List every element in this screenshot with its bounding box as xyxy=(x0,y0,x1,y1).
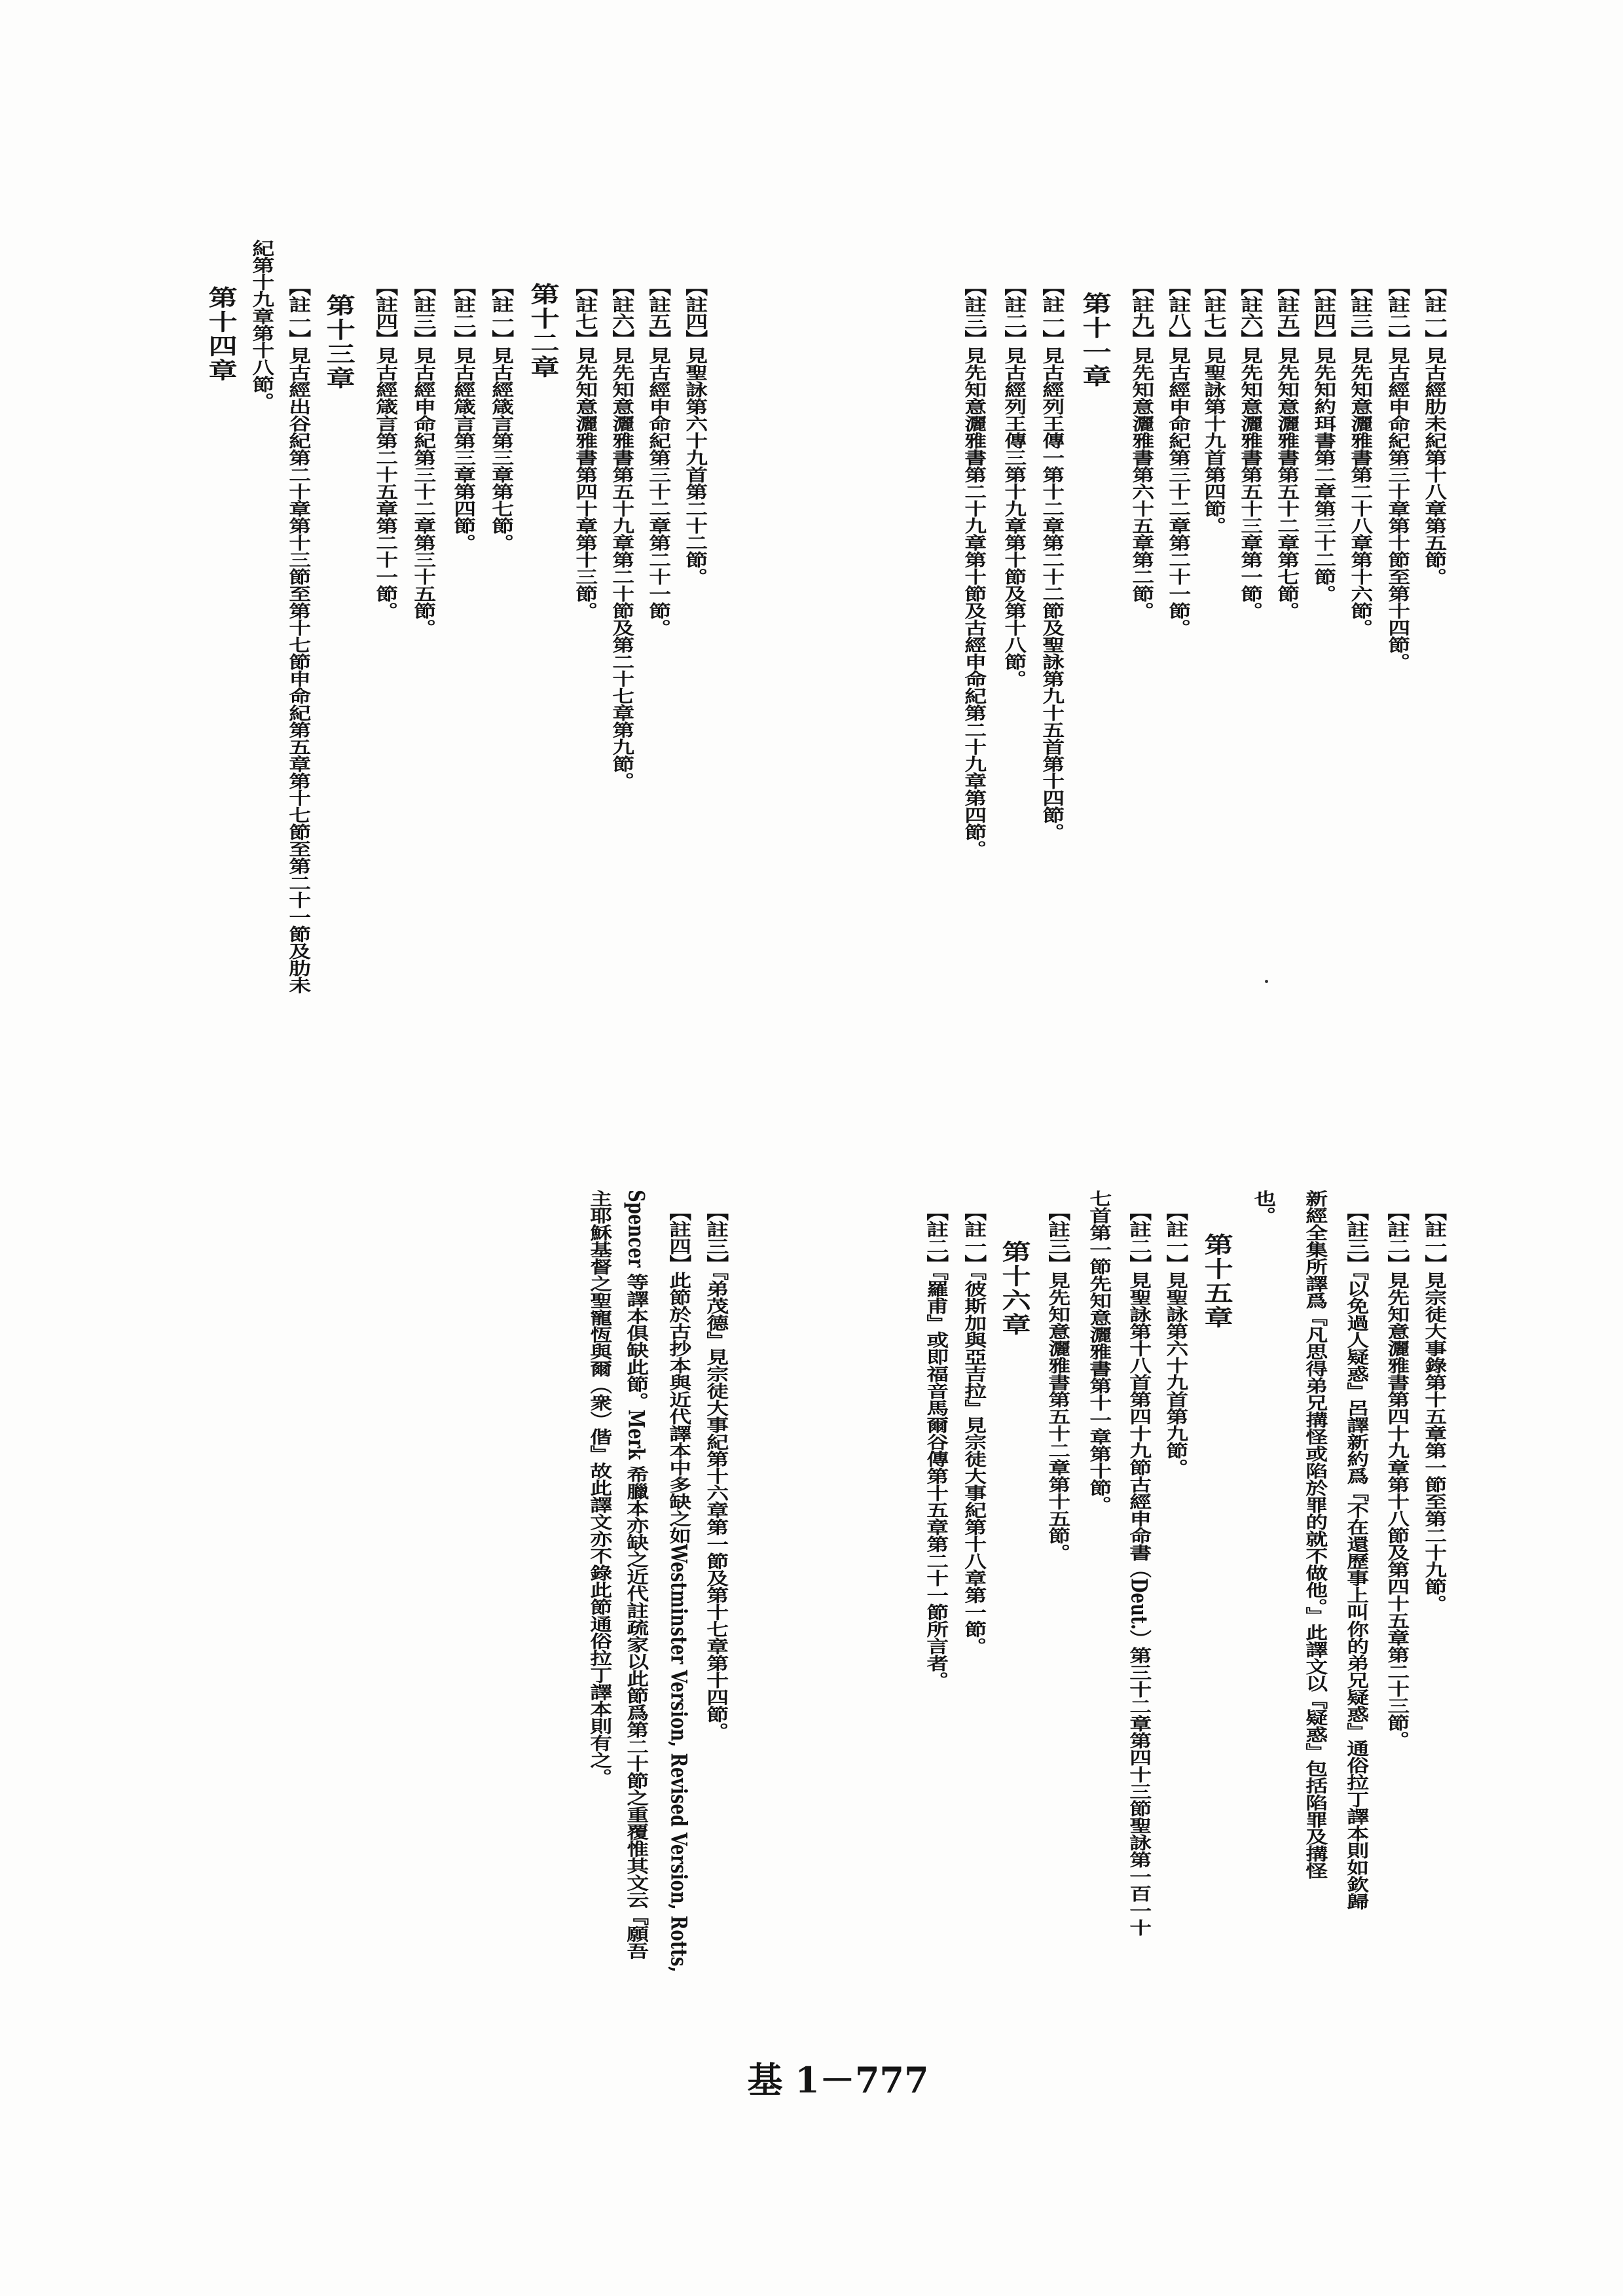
footnote-continuation: 紀第十九章第十八節。 xyxy=(248,240,274,410)
footnote-column: 【註九】見先知意灑雅書第六十五章第二節。 xyxy=(1128,279,1154,619)
print-speck xyxy=(1265,980,1268,983)
footnote-column: 【註三】見先知意灑雅書第二十八章第十六節。 xyxy=(1347,279,1373,636)
chapter-heading: 第十六章 xyxy=(996,1240,1030,1337)
footnote-column: 【註一】見古經肋未紀第十八章第五節。 xyxy=(1421,279,1447,585)
footnote-column: 【註一】見聖詠第六十九首第九節。 xyxy=(1162,1204,1188,1476)
footnote-column: 【註二】見聖詠第十八首第四十九節古經申命書（Deut.）第三十二章第四十三節聖詠第一百一十 xyxy=(1125,1204,1152,1937)
chapter-heading: 第十二章 xyxy=(525,283,559,380)
footnote-column: 【註一】見古經出谷紀第二十章第十三節至第十七節申命紀第五章第十七節至第二十一節及肋未 xyxy=(285,279,311,994)
footnote-column: 【註四】此節於古抄本與近代譯本中多缺之如Westminster Version, Revised Version, Rotts, xyxy=(665,1204,691,1973)
footnote-continuation: Spencer 等譯本俱缺此節。Merk 希臘本亦缺之近代註疏家以此節爲第二十節之重覆惟其文云『願吾 xyxy=(623,1190,649,1960)
footnote-column: 【註四】見聖詠第六十九首第二十二節。 xyxy=(682,279,708,585)
footnote-column: 【註一】見宗徒大事錄第十五章第一節至第二十九節。 xyxy=(1421,1204,1447,1612)
footnote-column: 【註一】『彼斯加與亞吉拉』見宗徒大事紀第十八章第一節。 xyxy=(960,1204,987,1655)
footnote-continuation: 也。 xyxy=(1250,1190,1276,1224)
footnote-column: 【註三】『弟茂德』見宗徒大事紀第十六章第一節及第十七章第十四節。 xyxy=(702,1204,729,1740)
footnote-column: 【註一】見古經列王傳一第十二章第二十二節及聖詠第九十五首第十四節。 xyxy=(1038,279,1065,840)
footnote-column: 【註三】見先知意灑雅書第五十二章第十五節。 xyxy=(1044,1204,1070,1561)
chapter-heading: 第十五章 xyxy=(1199,1233,1233,1330)
footnote-column: 【註三】『以免過人疑惑』呂譯新約爲『不在還歷事上叫你的弟兄疑惑』通俗拉丁譯本則如欽歸 xyxy=(1343,1204,1369,1910)
footnote-continuation: 主耶穌基督之聖寵恆與爾（衆）偕』故此譯文亦不錄此節通俗拉丁譯本則有之。 xyxy=(586,1190,612,1785)
footnote-column: 【註六】見先知意灑雅書第五十三章第一節。 xyxy=(1237,279,1263,619)
footnote-column: 【註二】『羅甫』或即福音馬爾谷傳第十五章第二十一節所言者。 xyxy=(922,1204,949,1689)
footnote-column: 【註五】見先知意灑雅書第五十二章第七節。 xyxy=(1273,279,1300,619)
footnote-column: 【註二】見先知意灑雅書第四十九章第十八節及第四十五章第二十三節。 xyxy=(1383,1204,1410,1748)
footnote-column: 【註七】見聖詠第十九首第四節。 xyxy=(1200,279,1226,534)
footnote-column: 【註七】見先知意灑雅書第四十章第十三節。 xyxy=(572,279,598,619)
footnote-column: 【註二】見古經列王傳三第十九章第十節及第十八節。 xyxy=(1000,279,1027,687)
footnote-column: 【註五】見古經申命紀第三十二章第二十一節。 xyxy=(645,279,671,636)
footnote-continuation: 七首第一節先知意灑雅書第十一章第十節。 xyxy=(1085,1190,1112,1513)
footnote-column: 【註一】見古經箴言第三章第七節。 xyxy=(488,279,514,551)
chapter-heading: 第十三章 xyxy=(321,294,355,391)
footnote-column: 【註二】見古經申命紀第三十章第十節至第十四節。 xyxy=(1384,279,1410,670)
footnote-column: 【註四】見古經箴言第二十五章第二十一節。 xyxy=(372,279,398,619)
footnote-continuation: 新經全集所譯爲『凡思得弟兄搆怪或陷於罪的就不做他。』此譯文以『疑惑』包括陷罪及搆怪 xyxy=(1302,1190,1328,1879)
footnote-column: 【註三】見古經申命紀第三十二章第三十五節。 xyxy=(410,279,436,636)
footnote-column: 【註四】見先知約珥書第二章第三十二節。 xyxy=(1310,279,1336,602)
chapter-heading: 第十一章 xyxy=(1077,292,1111,389)
footnote-column: 【註六】見先知意灑雅書第五十九章第二十節及第二十七章第九節。 xyxy=(608,279,634,789)
chapter-heading: 第十四章 xyxy=(203,286,237,383)
footnote-column: 【註二】見古經箴言第三章第四節。 xyxy=(450,279,476,551)
page-number: 基 1－777 xyxy=(747,2059,929,2101)
footnote-column: 【註三】見先知意灑雅書第二十九章第十節及古經申命紀第二十九章第四節。 xyxy=(960,279,987,857)
footnote-column: 【註八】見古經申命紀第三十二章第二十一節。 xyxy=(1165,279,1191,636)
